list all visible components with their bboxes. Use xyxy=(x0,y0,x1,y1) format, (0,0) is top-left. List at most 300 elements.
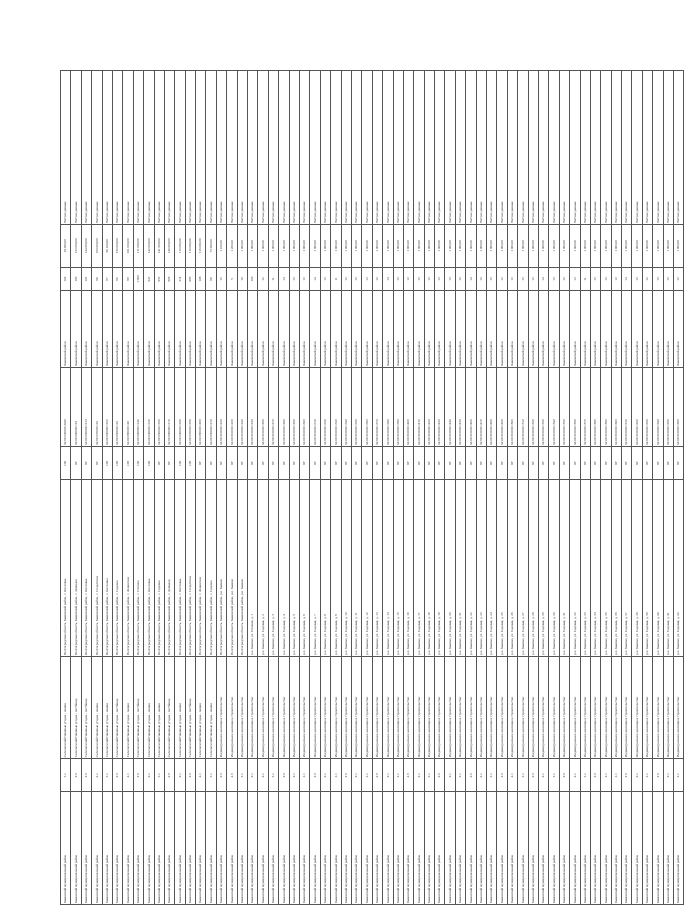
cell-note: Ветхие данные xyxy=(403,71,413,225)
cell-address: р.п. Быково, ул. Садовая, д. 6 xyxy=(299,480,309,657)
cell-area: 98 xyxy=(206,268,216,291)
cell-price: 116 000,00 xyxy=(185,224,195,267)
cell-zone-code: 4.5 xyxy=(185,759,195,792)
cell-note: Ветхие данные xyxy=(601,71,611,225)
cell-district: Быковский муниципальный район xyxy=(383,792,393,905)
cell-area: 13 xyxy=(362,268,372,291)
cell-address: Волгоградская область, Быковский район, с. Садовое xyxy=(154,480,164,657)
cell-district: Быковский муниципальный район xyxy=(528,792,538,905)
cell-land-category: Индивидуальное жилищное строительство xyxy=(601,656,611,758)
cell-land-category: Индивидуальное жилищное строительство xyxy=(590,656,600,758)
cell-note: Ветхие данные xyxy=(653,71,663,225)
cell-municipality: Быковский район xyxy=(61,291,71,368)
cell-address: р.п. Быково, ул. Садовая, д. 41 xyxy=(663,480,673,657)
cell-note: Ветхие данные xyxy=(164,71,174,225)
cell-object-type: ЗУ xyxy=(393,447,403,480)
cell-land-category: Сельскохозяйственные угодья - пашни xyxy=(196,656,206,758)
table-row xyxy=(92,71,102,905)
cell-note: Ветхие данные xyxy=(112,71,122,225)
cell-note: Ветхие данные xyxy=(216,71,226,225)
cell-district: Быковский муниципальный район xyxy=(424,792,434,905)
cell-municipality: Быковский район xyxy=(518,291,528,368)
cell-municipality: Быковский район xyxy=(154,291,164,368)
cell-object-type: ЗУ xyxy=(663,447,673,480)
table-row xyxy=(61,71,71,905)
cell-note: Ветхие данные xyxy=(424,71,434,225)
cell-price: 75 000,00 xyxy=(206,224,216,267)
cell-address: р.п. Быково, ул. Садовая, д. 12 xyxy=(362,480,372,657)
cell-address: Волгоградская область, Быковский район, р.п. Быково xyxy=(216,480,226,657)
cell-price: 116 000,00 xyxy=(196,224,206,267)
cell-cadastral-number: 34:02:010002:1310 xyxy=(310,367,320,446)
cell-price: 1 000,00 xyxy=(611,224,621,267)
cell-land-category: Индивидуальное жилищное строительство xyxy=(653,656,663,758)
cell-address: Волгоградская область, Быковский район, с. Ленинское xyxy=(196,480,206,657)
cell-note: Ветхие данные xyxy=(71,71,81,225)
cell-address: р.п. Быково, ул. Садовая, д. 11 xyxy=(351,480,361,657)
cell-address: р.п. Быково, ул. Садовая, д. 39 xyxy=(642,480,652,657)
table-row xyxy=(424,71,434,905)
cell-price: 101 000,00 xyxy=(123,224,133,267)
cell-address: р.п. Быково, ул. Садовая, д. 16 xyxy=(403,480,413,657)
cell-zone-code: 4.1 xyxy=(507,759,517,792)
cell-district: Быковский муниципальный район xyxy=(393,792,403,905)
cell-area: 14 xyxy=(383,268,393,291)
cell-district: Быковский муниципальный район xyxy=(570,792,580,905)
table-row xyxy=(310,71,320,905)
table-row xyxy=(206,71,216,905)
cell-price: 1 000,00 xyxy=(414,224,424,267)
cell-cadastral-number: 34:02:010002:1640 xyxy=(653,367,663,446)
cell-price: 1 000,00 xyxy=(601,224,611,267)
cell-municipality: Быковский район xyxy=(237,291,247,368)
cell-note: Ветхие данные xyxy=(414,71,424,225)
table-row xyxy=(320,71,330,905)
cell-land-category: Индивидуальное жилищное строительство xyxy=(248,656,258,758)
cell-address: р.п. Быково, ул. Садовая, д. 30 xyxy=(549,480,559,657)
cell-cadastral-number: 34:02:010002:1380 xyxy=(383,367,393,446)
table-row xyxy=(102,71,112,905)
cell-district: Быковский муниципальный район xyxy=(622,792,632,905)
cell-cadastral-number: 34:02:010002:1610 xyxy=(622,367,632,446)
cell-price: 1 000,00 xyxy=(279,224,289,267)
cell-area: 13 xyxy=(507,268,517,291)
cell-district: Быковский муниципальный район xyxy=(185,792,195,905)
cell-price: 96 100,00 xyxy=(102,224,112,267)
table-row xyxy=(528,71,538,905)
cell-note: Ветхие данные xyxy=(580,71,590,225)
cell-zone-code: 4.5 xyxy=(435,759,445,792)
table-row xyxy=(538,71,548,905)
cell-area: 13 xyxy=(653,268,663,291)
cell-price: 1 000,00 xyxy=(351,224,361,267)
cell-area: 13 xyxy=(414,268,424,291)
cell-address: р.п. Быково, ул. Садовая, д. 19 xyxy=(435,480,445,657)
cell-zone-code: 2.1 xyxy=(642,759,652,792)
table-row xyxy=(383,71,393,905)
cell-price: 140 000,00 xyxy=(164,224,174,267)
cell-note: Ветхие данные xyxy=(455,71,465,225)
cell-district: Быковский муниципальный район xyxy=(559,792,569,905)
cell-zone-code: 4.1 xyxy=(144,759,154,792)
cell-cadastral-number: 34:02:070003:1190 xyxy=(185,367,195,446)
cell-land-category: Индивидуальное жилищное строительство xyxy=(383,656,393,758)
cell-cadastral-number: 34:02:010002:1260 xyxy=(258,367,268,446)
cell-address: р.п. Быково, ул. Садовая, д. 37 xyxy=(622,480,632,657)
cell-cadastral-number: 34:02:010002:1400 xyxy=(403,367,413,446)
cell-address: р.п. Быково, ул. Садовая, д. 18 xyxy=(424,480,434,657)
cell-land-category: Индивидуальное жилищное строительство xyxy=(435,656,445,758)
cell-district: Быковский муниципальный район xyxy=(175,792,185,905)
cell-price: 1 000,00 xyxy=(341,224,351,267)
cell-land-category: Индивидуальное жилищное строительство xyxy=(331,656,341,758)
cell-cadastral-number: 34:02:010002:1390 xyxy=(393,367,403,446)
cell-land-category: Индивидуальное жилищное строительство xyxy=(580,656,590,758)
cell-price: 141 600,00 xyxy=(154,224,164,267)
cell-price: 1 000,00 xyxy=(570,224,580,267)
cell-land-category: Индивидуальное жилищное строительство xyxy=(393,656,403,758)
cell-municipality: Быковский район xyxy=(268,291,278,368)
cell-note: Ветхие данные xyxy=(487,71,497,225)
table-body xyxy=(61,71,684,905)
cell-district: Быковский муниципальный район xyxy=(507,792,517,905)
cell-object-type: ЗУ xyxy=(248,447,258,480)
table-row xyxy=(507,71,517,905)
cell-address: р.п. Быково, ул. Садовая, д. 15 xyxy=(393,480,403,657)
cell-cadastral-number: 34:02:010002:1440 xyxy=(445,367,455,446)
cell-area: 99 xyxy=(123,268,133,291)
cell-cadastral-number: 34:02:010002:1580 xyxy=(590,367,600,446)
cell-area: 12 xyxy=(674,268,684,291)
cell-municipality: Быковский район xyxy=(227,291,237,368)
cell-municipality: Быковский район xyxy=(559,291,569,368)
table-row xyxy=(393,71,403,905)
cell-land-category: Индивидуальное жилищное строительство xyxy=(497,656,507,758)
cell-land-category: Индивидуальное жилищное строительство xyxy=(414,656,424,758)
cell-zone-code: 4.1 xyxy=(445,759,455,792)
table-row xyxy=(123,71,133,905)
cell-object-type: ЗУ xyxy=(196,447,206,480)
cell-object-type: ЗУ xyxy=(383,447,393,480)
cell-zone-code: 4.5 xyxy=(590,759,600,792)
cell-municipality: Быковский район xyxy=(674,291,684,368)
cell-municipality: Быковский район xyxy=(476,291,486,368)
table-row xyxy=(248,71,258,905)
cell-district: Быковский муниципальный район xyxy=(487,792,497,905)
cell-cadastral-number: 34:02:010002:1280 xyxy=(279,367,289,446)
table-row xyxy=(268,71,278,905)
cell-area: 13 xyxy=(549,268,559,291)
cell-address: р.п. Быково, ул. Садовая, д. 28 xyxy=(528,480,538,657)
cell-municipality: Быковский район xyxy=(414,291,424,368)
cell-price: 1 000,00 xyxy=(476,224,486,267)
cell-land-category: Индивидуальное жилищное строительство xyxy=(237,656,247,758)
cell-area: 14 xyxy=(538,268,548,291)
cell-area: 15 xyxy=(216,268,226,291)
cell-district: Быковский муниципальный район xyxy=(61,792,71,905)
cell-price: 1 000,00 xyxy=(642,224,652,267)
cell-zone-code: 4.1 xyxy=(248,759,258,792)
cell-cadastral-number: 34:02:000000:1140 xyxy=(133,367,143,446)
cell-cadastral-number: 34:02:010002:1650 xyxy=(663,367,673,446)
cell-address: р.п. Быково, ул. Садовая, д. 14 xyxy=(383,480,393,657)
cell-object-type: ЗУ xyxy=(320,447,330,480)
cell-note: Ветхие данные xyxy=(237,71,247,225)
table-row xyxy=(258,71,268,905)
cell-area: 13 xyxy=(601,268,611,291)
cell-area: 108 xyxy=(196,268,206,291)
cell-municipality: Быковский район xyxy=(258,291,268,368)
table-row xyxy=(81,71,91,905)
cell-note: Ветхие данные xyxy=(674,71,684,225)
cell-cadastral-number: 34:02:090003:1200 xyxy=(196,367,206,446)
cell-price: 111 000,00 xyxy=(133,224,143,267)
cell-area: 5 xyxy=(227,268,237,291)
cell-price: 1 000,00 xyxy=(237,224,247,267)
cell-zone-code: 2.1 xyxy=(268,759,278,792)
cell-cadastral-number: 34:02:010002:1450 xyxy=(455,367,465,446)
cell-land-category: Индивидуальное жилищное строительство xyxy=(258,656,268,758)
cell-address: р.п. Быково, ул. Садовая, д. 25 xyxy=(497,480,507,657)
cell-cadastral-number: 34:02:010002:1270 xyxy=(268,367,278,446)
cell-municipality: Быковский район xyxy=(487,291,497,368)
cell-object-type: ЗУ xyxy=(341,447,351,480)
cell-zone-code: 2.1 xyxy=(362,759,372,792)
cell-note: Ветхие данные xyxy=(632,71,642,225)
cell-area: 12 xyxy=(424,268,434,291)
cell-municipality: Быковский район xyxy=(570,291,580,368)
cell-zone-code: 4.5 xyxy=(559,759,569,792)
cell-cadastral-number: 34:02:010002:1510 xyxy=(518,367,528,446)
cell-note: Ветхие данные xyxy=(497,71,507,225)
cell-district: Быковский муниципальный район xyxy=(268,792,278,905)
cell-address: Волгоградская область, Быковский район, с. Солдатское xyxy=(185,480,195,657)
cell-cadastral-number: 34:02:010002:1220 xyxy=(216,367,226,446)
cell-note: Ветхие данные xyxy=(570,71,580,225)
cell-municipality: Быковский район xyxy=(71,291,81,368)
cell-address: Волгоградская область, Быковский район, с. Кисловка xyxy=(81,480,91,657)
table-row xyxy=(144,71,154,905)
cell-area: 12 xyxy=(258,268,268,291)
table-row xyxy=(227,71,237,905)
cell-area: 14 xyxy=(279,268,289,291)
cell-price: 1 000,00 xyxy=(320,224,330,267)
cell-district: Быковский муниципальный район xyxy=(580,792,590,905)
cell-zone-code: 4.1 xyxy=(538,759,548,792)
cell-area: 374 xyxy=(175,268,185,291)
cell-object-type: ЗУ xyxy=(289,447,299,480)
cell-zone-code: 4.5 xyxy=(164,759,174,792)
cell-district: Быковский муниципальный район xyxy=(133,792,143,905)
cell-note: Ветхие данные xyxy=(133,71,143,225)
cell-zone-code: 2.1 xyxy=(424,759,434,792)
table-row xyxy=(455,71,465,905)
cell-district: Быковский муниципальный район xyxy=(258,792,268,905)
table-row xyxy=(570,71,580,905)
cell-zone-code: 2.1 xyxy=(518,759,528,792)
cell-district: Быковский муниципальный район xyxy=(144,792,154,905)
cell-note: Ветхие данные xyxy=(528,71,538,225)
cell-object-type: ЗУ xyxy=(372,447,382,480)
cell-price: 1 000,00 xyxy=(310,224,320,267)
cell-municipality: Быковский район xyxy=(601,291,611,368)
cell-price: 1 200,00 xyxy=(227,224,237,267)
cell-district: Быковский муниципальный район xyxy=(518,792,528,905)
cell-price: 1 000,00 xyxy=(507,224,517,267)
cell-price: 1 000,00 xyxy=(383,224,393,267)
table-row xyxy=(185,71,195,905)
cell-area: 13 xyxy=(570,268,580,291)
cell-cadastral-number: 34:02:010002:1430 xyxy=(435,367,445,446)
cell-zone-code: 4.5 xyxy=(71,759,81,792)
cell-municipality: Быковский район xyxy=(538,291,548,368)
cell-municipality: Быковский район xyxy=(196,291,206,368)
cell-cadastral-number: 34:02:010002:1230 xyxy=(227,367,237,446)
cell-district: Быковский муниципальный район xyxy=(216,792,226,905)
cell-object-type: ЗУ xyxy=(92,447,102,480)
cell-price: 123 000,00 xyxy=(71,224,81,267)
cell-land-category: Индивидуальное жилищное строительство xyxy=(538,656,548,758)
cell-note: Ветхие данные xyxy=(185,71,195,225)
cell-district: Быковский муниципальный район xyxy=(310,792,320,905)
table-row xyxy=(674,71,684,905)
rotated-page xyxy=(60,70,681,905)
table-row xyxy=(299,71,309,905)
cell-address: Волгоградская область, Быковский район, х. Кисловка xyxy=(102,480,112,657)
cell-municipality: Быковский район xyxy=(663,291,673,368)
cell-land-category: Индивидуальное жилищное строительство xyxy=(476,656,486,758)
cell-price: 1 000,00 xyxy=(466,224,476,267)
cell-cadastral-number: 34:02:000000:1170 xyxy=(164,367,174,446)
cell-land-category: Индивидуальное жилищное строительство xyxy=(570,656,580,758)
cell-object-type: ОП xyxy=(112,447,122,480)
cell-zone-code: 2.1 xyxy=(674,759,684,792)
cell-land-category: Индивидуальное жилищное строительство xyxy=(663,656,673,758)
cell-zone-code: 2.1 xyxy=(487,759,497,792)
cell-land-category: Индивидуальное жилищное строительство xyxy=(216,656,226,758)
cell-district: Быковский муниципальный район xyxy=(196,792,206,905)
cell-land-category: Индивидуальное жилищное строительство xyxy=(674,656,684,758)
cell-address: р.п. Быково, ул. Садовая, д. 26 xyxy=(507,480,517,657)
cell-area: 13 xyxy=(487,268,497,291)
cell-cadastral-number: 34:02:050002:1210 xyxy=(206,367,216,446)
cell-land-category: Индивидуальное жилищное строительство xyxy=(559,656,569,758)
cell-zone-code: 2.1 xyxy=(299,759,309,792)
cell-district: Быковский муниципальный район xyxy=(414,792,424,905)
cell-land-category: Индивидуальное жилищное строительство xyxy=(518,656,528,758)
cell-price: 1 000,00 xyxy=(258,224,268,267)
cell-area: 98 xyxy=(92,268,102,291)
cell-area: 13 xyxy=(663,268,673,291)
cell-area: 102 xyxy=(61,268,71,291)
cell-cadastral-number: 34:02:040003:2040 xyxy=(61,367,71,446)
cell-address: р.п. Быково, ул. Садовая, д. 10 xyxy=(341,480,351,657)
cell-object-type: ЗУ xyxy=(528,447,538,480)
cell-district: Быковский муниципальный район xyxy=(206,792,216,905)
cell-object-type: ЗУ xyxy=(299,447,309,480)
cell-price: 1 000,00 xyxy=(424,224,434,267)
cell-address: р.п. Быково, ул. Садовая, д. 40 xyxy=(653,480,663,657)
cell-note: Ветхие данные xyxy=(248,71,258,225)
cell-note: Ветхие данные xyxy=(590,71,600,225)
cell-area: 105 xyxy=(248,268,258,291)
cell-land-category: Индивидуальное жилищное строительство xyxy=(455,656,465,758)
cell-cadastral-number: 34:02:010002:1290 xyxy=(289,367,299,446)
cell-price: 144 000,00 xyxy=(81,224,91,267)
cell-note: Ветхие данные xyxy=(341,71,351,225)
cell-municipality: Быковский район xyxy=(372,291,382,368)
cell-address: Волгоградская область, Быковский район, с. Степное xyxy=(133,480,143,657)
cell-zone-code: 4.5 xyxy=(227,759,237,792)
cell-address: Волгоградская область, Быковский район, с. Ленинское xyxy=(123,480,133,657)
cell-price: 1 000,00 xyxy=(445,224,455,267)
cell-zone-code: 4.1 xyxy=(175,759,185,792)
table-row xyxy=(445,71,455,905)
cell-address: р.п. Быково, ул. Садовая, д. 22 xyxy=(466,480,476,657)
cell-area: 13 xyxy=(435,268,445,291)
cell-municipality: Быковский район xyxy=(424,291,434,368)
cell-object-type: ЗУ xyxy=(590,447,600,480)
cell-zone-code: 4.1 xyxy=(289,759,299,792)
cell-land-category: Индивидуальное жилищное строительство xyxy=(403,656,413,758)
table-row xyxy=(133,71,143,905)
cell-area: 12 xyxy=(642,268,652,291)
cell-land-category: Сельскохозяйственные угодья - пашни xyxy=(175,656,185,758)
cell-zone-code: 4.5 xyxy=(466,759,476,792)
table-row xyxy=(216,71,226,905)
cell-address: р.п. Быково, ул. Садовая, д. 13 xyxy=(372,480,382,657)
table-row xyxy=(653,71,663,905)
cell-price: 1 000,00 xyxy=(299,224,309,267)
cell-area: 14 xyxy=(310,268,320,291)
cell-area: 13 xyxy=(299,268,309,291)
cell-object-type: ЗУ xyxy=(216,447,226,480)
cell-note: Ветхие данные xyxy=(206,71,216,225)
cell-cadastral-number: 34:02:010002:1420 xyxy=(424,367,434,446)
cell-address: Волгоградская область, Быковский район, р.п. Быково xyxy=(227,480,237,657)
cell-land-category: Сельскохозяйственные угодья - пашни xyxy=(92,656,102,758)
cell-object-type: ЗУ xyxy=(81,447,91,480)
cell-price: 1 000,00 xyxy=(435,224,445,267)
cell-area: 12 xyxy=(559,268,569,291)
cell-note: Ветхие данные xyxy=(175,71,185,225)
cell-area: 12 xyxy=(497,268,507,291)
cell-zone-code: 4.1 xyxy=(570,759,580,792)
cell-cadastral-number: 34:02:050002:110 xyxy=(112,367,122,446)
cell-cadastral-number: 34:02:010002:1470 xyxy=(476,367,486,446)
cell-object-type: ЗУ xyxy=(237,447,247,480)
cell-district: Быковский муниципальный район xyxy=(164,792,174,905)
cell-municipality: Быковский район xyxy=(466,291,476,368)
cell-area: 96 xyxy=(112,268,122,291)
cell-price: 1 000,00 xyxy=(549,224,559,267)
cell-note: Ветхие данные xyxy=(268,71,278,225)
cell-zone-code: 4.5 xyxy=(372,759,382,792)
cell-municipality: Быковский район xyxy=(279,291,289,368)
cell-object-type: ЗУ xyxy=(549,447,559,480)
cell-municipality: Быковский район xyxy=(580,291,590,368)
cell-object-type: ЗУ xyxy=(268,447,278,480)
cell-cadastral-number: 34:02:010002:1620 xyxy=(632,367,642,446)
cell-municipality: Быковский район xyxy=(164,291,174,368)
cell-area: 13 xyxy=(518,268,528,291)
cell-cadastral-number: 34:02:010002:1240 xyxy=(237,367,247,446)
cell-address: р.п. Быково, ул. Садовая, д. 36 xyxy=(611,480,621,657)
cell-note: Ветхие данные xyxy=(61,71,71,225)
cell-land-category: Индивидуальное жилищное строительство xyxy=(227,656,237,758)
cell-note: Ветхие данные xyxy=(102,71,112,225)
cell-district: Быковский муниципальный район xyxy=(320,792,330,905)
